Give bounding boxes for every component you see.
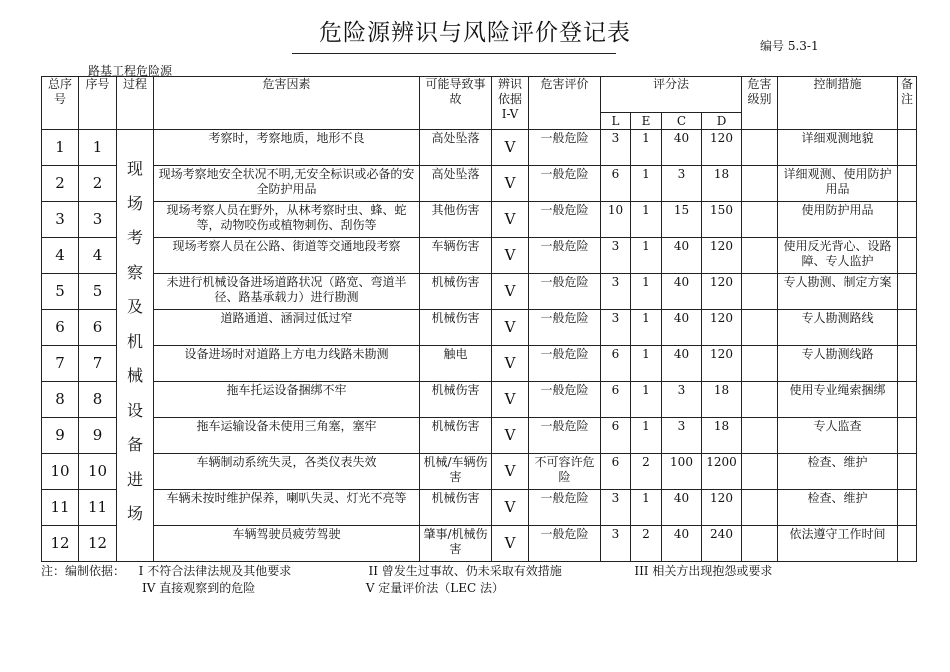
row-hazard: 车辆驾驶员疲劳驾驶 [154, 526, 420, 562]
row-d-score: 120 [702, 310, 742, 346]
row-accident: 机械伤害 [420, 310, 492, 346]
row-seq-no: 7 [79, 346, 117, 382]
row-basis: V [492, 526, 529, 562]
row-remark [898, 382, 917, 418]
row-seq-no: 5 [79, 274, 117, 310]
row-c-score: 40 [662, 346, 702, 382]
row-e-score: 1 [631, 382, 662, 418]
row-evaluation: 一般危险 [529, 310, 601, 346]
note-basis-v: V 定量评价法（LEC 法） [365, 581, 505, 595]
header-evaluation: 危害评价 [529, 77, 601, 130]
table-subtitle: 路基工程危险源 [88, 64, 173, 78]
row-level [742, 310, 778, 346]
notes-line-1 [41, 562, 772, 579]
row-basis: V [492, 166, 529, 202]
row-total-no: 11 [42, 490, 79, 526]
row-evaluation: 一般危险 [529, 202, 601, 238]
row-basis: V [492, 490, 529, 526]
row-remark [898, 418, 917, 454]
row-basis: V [492, 274, 529, 310]
row-total-no: 8 [42, 382, 79, 418]
table-row [42, 238, 917, 274]
row-accident: 肇事/机械伤害 [420, 526, 492, 562]
row-d-score: 18 [702, 418, 742, 454]
hazard-register-table [41, 76, 917, 562]
process-label: 现场考察及机械设备进场 [126, 159, 143, 523]
row-control: 详细观测地貌 [778, 130, 898, 166]
table-row [42, 166, 917, 202]
document-number: 编号 5.3-1 [760, 39, 819, 53]
row-d-score: 240 [702, 526, 742, 562]
note-basis-i: I 不符合法律法规及其他要求 [138, 564, 292, 578]
row-control: 专人勘测、制定方案 [778, 274, 898, 310]
row-control: 专人监查 [778, 418, 898, 454]
row-accident: 高处坠落 [420, 166, 492, 202]
process-cell [117, 130, 154, 562]
row-accident: 车辆伤害 [420, 238, 492, 274]
row-e-score: 1 [631, 346, 662, 382]
row-accident: 机械/车辆伤害 [420, 454, 492, 490]
row-seq-no: 12 [79, 526, 117, 562]
table-row [42, 490, 917, 526]
table-row [42, 130, 917, 166]
row-control: 依法遵守工作时间 [778, 526, 898, 562]
row-remark [898, 130, 917, 166]
row-d-score: 18 [702, 382, 742, 418]
row-seq-no: 10 [79, 454, 117, 490]
row-level [742, 382, 778, 418]
row-seq-no: 4 [79, 238, 117, 274]
row-hazard: 拖车托运设备捆绑不牢 [154, 382, 420, 418]
row-accident: 机械伤害 [420, 382, 492, 418]
header-d: D [702, 113, 742, 130]
row-c-score: 40 [662, 490, 702, 526]
row-level [742, 454, 778, 490]
row-accident: 机械伤害 [420, 418, 492, 454]
row-c-score: 40 [662, 310, 702, 346]
row-c-score: 100 [662, 454, 702, 490]
row-control: 使用反光背心、设路障、专人监护 [778, 238, 898, 274]
row-total-no: 10 [42, 454, 79, 490]
row-control: 详细观测、使用防护用品 [778, 166, 898, 202]
row-e-score: 1 [631, 274, 662, 310]
row-hazard: 车辆未按时维护保养，喇叭失灵、灯光不亮等 [154, 490, 420, 526]
row-basis: V [492, 454, 529, 490]
row-evaluation: 一般危险 [529, 346, 601, 382]
row-l-score: 6 [601, 166, 631, 202]
row-level [742, 418, 778, 454]
row-basis: V [492, 382, 529, 418]
row-l-score: 6 [601, 454, 631, 490]
row-evaluation: 一般危险 [529, 238, 601, 274]
row-basis: V [492, 202, 529, 238]
row-level [742, 130, 778, 166]
row-remark [898, 310, 917, 346]
row-evaluation: 一般危险 [529, 274, 601, 310]
row-total-no: 1 [42, 130, 79, 166]
row-control: 使用防护用品 [778, 202, 898, 238]
row-hazard: 现场考察人员在公路、街道等交通地段考察 [154, 238, 420, 274]
header-scoring: 评分法 [601, 77, 742, 113]
row-remark [898, 202, 917, 238]
header-total-no: 总序号 [42, 77, 79, 130]
row-l-score: 3 [601, 526, 631, 562]
row-c-score: 40 [662, 130, 702, 166]
row-seq-no: 2 [79, 166, 117, 202]
row-remark [898, 166, 917, 202]
table-row [42, 526, 917, 562]
row-seq-no: 6 [79, 310, 117, 346]
row-seq-no: 11 [79, 490, 117, 526]
notes-prefix: 注：编制依据： [41, 564, 126, 578]
row-total-no: 12 [42, 526, 79, 562]
row-hazard: 车辆制动系统失灵，各类仪表失效 [154, 454, 420, 490]
row-c-score: 40 [662, 526, 702, 562]
row-hazard: 现场考察人员在野外，从林考察时虫、蜂、蛇等，动物咬伤或植物刺伤、刮伤等 [154, 202, 420, 238]
row-e-score: 1 [631, 418, 662, 454]
row-total-no: 4 [42, 238, 79, 274]
header-basis-label: 辨识依据 [497, 77, 522, 106]
row-l-score: 3 [601, 310, 631, 346]
row-c-score: 15 [662, 202, 702, 238]
header-level: 危害级别 [742, 77, 778, 130]
row-d-score: 150 [702, 202, 742, 238]
row-l-score: 3 [601, 130, 631, 166]
row-remark [898, 454, 917, 490]
note-basis-ii: II 曾发生过事故、仍未采取有效措施 [368, 564, 562, 578]
row-control: 专人勘测路线 [778, 310, 898, 346]
row-e-score: 1 [631, 130, 662, 166]
row-evaluation: 一般危险 [529, 526, 601, 562]
row-hazard: 道路通道、涵洞过低过窄 [154, 310, 420, 346]
row-l-score: 3 [601, 238, 631, 274]
row-level [742, 202, 778, 238]
row-total-no: 7 [42, 346, 79, 382]
page-title: 危险源辨识与风险评价登记表 [319, 20, 631, 46]
row-d-score: 18 [702, 166, 742, 202]
row-basis: V [492, 346, 529, 382]
row-hazard: 设备进场时对道路上方电力线路未勘测 [154, 346, 420, 382]
row-c-score: 3 [662, 166, 702, 202]
row-accident: 高处坠落 [420, 130, 492, 166]
row-c-score: 40 [662, 274, 702, 310]
row-e-score: 1 [631, 238, 662, 274]
table-row [42, 310, 917, 346]
row-level [742, 166, 778, 202]
notes-line-2 [142, 579, 504, 596]
table-row [42, 202, 917, 238]
row-basis: V [492, 238, 529, 274]
row-basis: V [492, 310, 529, 346]
table-row [42, 418, 917, 454]
table-row [42, 454, 917, 490]
header-c: C [662, 113, 702, 130]
row-basis: V [492, 418, 529, 454]
row-evaluation: 一般危险 [529, 490, 601, 526]
row-accident: 机械伤害 [420, 274, 492, 310]
title-underline [292, 53, 616, 54]
row-remark [898, 274, 917, 310]
note-basis-iii: III 相关方出现抱怨或要求 [634, 564, 773, 578]
row-d-score: 120 [702, 346, 742, 382]
row-evaluation: 一般危险 [529, 130, 601, 166]
row-accident: 机械伤害 [420, 490, 492, 526]
row-level [742, 274, 778, 310]
row-basis: V [492, 130, 529, 166]
row-level [742, 526, 778, 562]
row-l-score: 6 [601, 382, 631, 418]
row-total-no: 2 [42, 166, 79, 202]
header-accident: 可能导致事故 [420, 77, 492, 130]
header-e: E [631, 113, 662, 130]
row-level [742, 346, 778, 382]
row-seq-no: 8 [79, 382, 117, 418]
row-control: 使用专业绳索捆绑 [778, 382, 898, 418]
row-c-score: 3 [662, 382, 702, 418]
row-evaluation: 一般危险 [529, 382, 601, 418]
header-hazard: 危害因素 [154, 77, 420, 130]
row-evaluation: 一般危险 [529, 166, 601, 202]
row-e-score: 1 [631, 166, 662, 202]
row-seq-no: 9 [79, 418, 117, 454]
row-d-score: 1200 [702, 454, 742, 490]
row-d-score: 120 [702, 238, 742, 274]
row-level [742, 490, 778, 526]
row-total-no: 5 [42, 274, 79, 310]
header-l: L [601, 113, 631, 130]
row-hazard: 现场考察地安全状况不明,无安全标识或必备的安全防护用品 [154, 166, 420, 202]
row-l-score: 3 [601, 490, 631, 526]
note-basis-iv: IV 直接观察到的危险 [142, 581, 256, 595]
row-e-score: 1 [631, 202, 662, 238]
row-total-no: 3 [42, 202, 79, 238]
row-remark [898, 526, 917, 562]
header-process: 过程 [117, 77, 154, 130]
header-basis [492, 77, 529, 130]
row-hazard: 未进行机械设备进场道路状况（路宽、弯道半径、路基承载力）进行勘测 [154, 274, 420, 310]
row-hazard: 拖车运输设备未使用三角塞，塞牢 [154, 418, 420, 454]
row-l-score: 6 [601, 418, 631, 454]
table-row [42, 274, 917, 310]
row-total-no: 6 [42, 310, 79, 346]
row-remark [898, 490, 917, 526]
row-evaluation: 一般危险 [529, 418, 601, 454]
row-level [742, 238, 778, 274]
header-basis-range: I-V [501, 107, 519, 121]
row-total-no: 9 [42, 418, 79, 454]
row-e-score: 1 [631, 310, 662, 346]
header-remark: 备注 [898, 77, 917, 130]
row-accident: 其他伤害 [420, 202, 492, 238]
row-remark [898, 238, 917, 274]
table-row [42, 382, 917, 418]
header-control: 控制措施 [778, 77, 898, 130]
row-d-score: 120 [702, 490, 742, 526]
row-seq-no: 3 [79, 202, 117, 238]
row-l-score: 3 [601, 274, 631, 310]
row-control: 检查、维护 [778, 490, 898, 526]
row-accident: 触电 [420, 346, 492, 382]
row-d-score: 120 [702, 274, 742, 310]
row-c-score: 40 [662, 238, 702, 274]
row-e-score: 2 [631, 454, 662, 490]
row-d-score: 120 [702, 130, 742, 166]
row-e-score: 2 [631, 526, 662, 562]
row-evaluation: 不可容许危险 [529, 454, 601, 490]
row-e-score: 1 [631, 490, 662, 526]
row-seq-no: 1 [79, 130, 117, 166]
row-c-score: 3 [662, 418, 702, 454]
row-control: 专人勘测线路 [778, 346, 898, 382]
row-remark [898, 346, 917, 382]
row-l-score: 6 [601, 346, 631, 382]
table-row [42, 346, 917, 382]
row-control: 检查、维护 [778, 454, 898, 490]
row-l-score: 10 [601, 202, 631, 238]
header-seq-no: 序号 [79, 77, 117, 130]
row-hazard: 考察时，考察地质，地形不良 [154, 130, 420, 166]
